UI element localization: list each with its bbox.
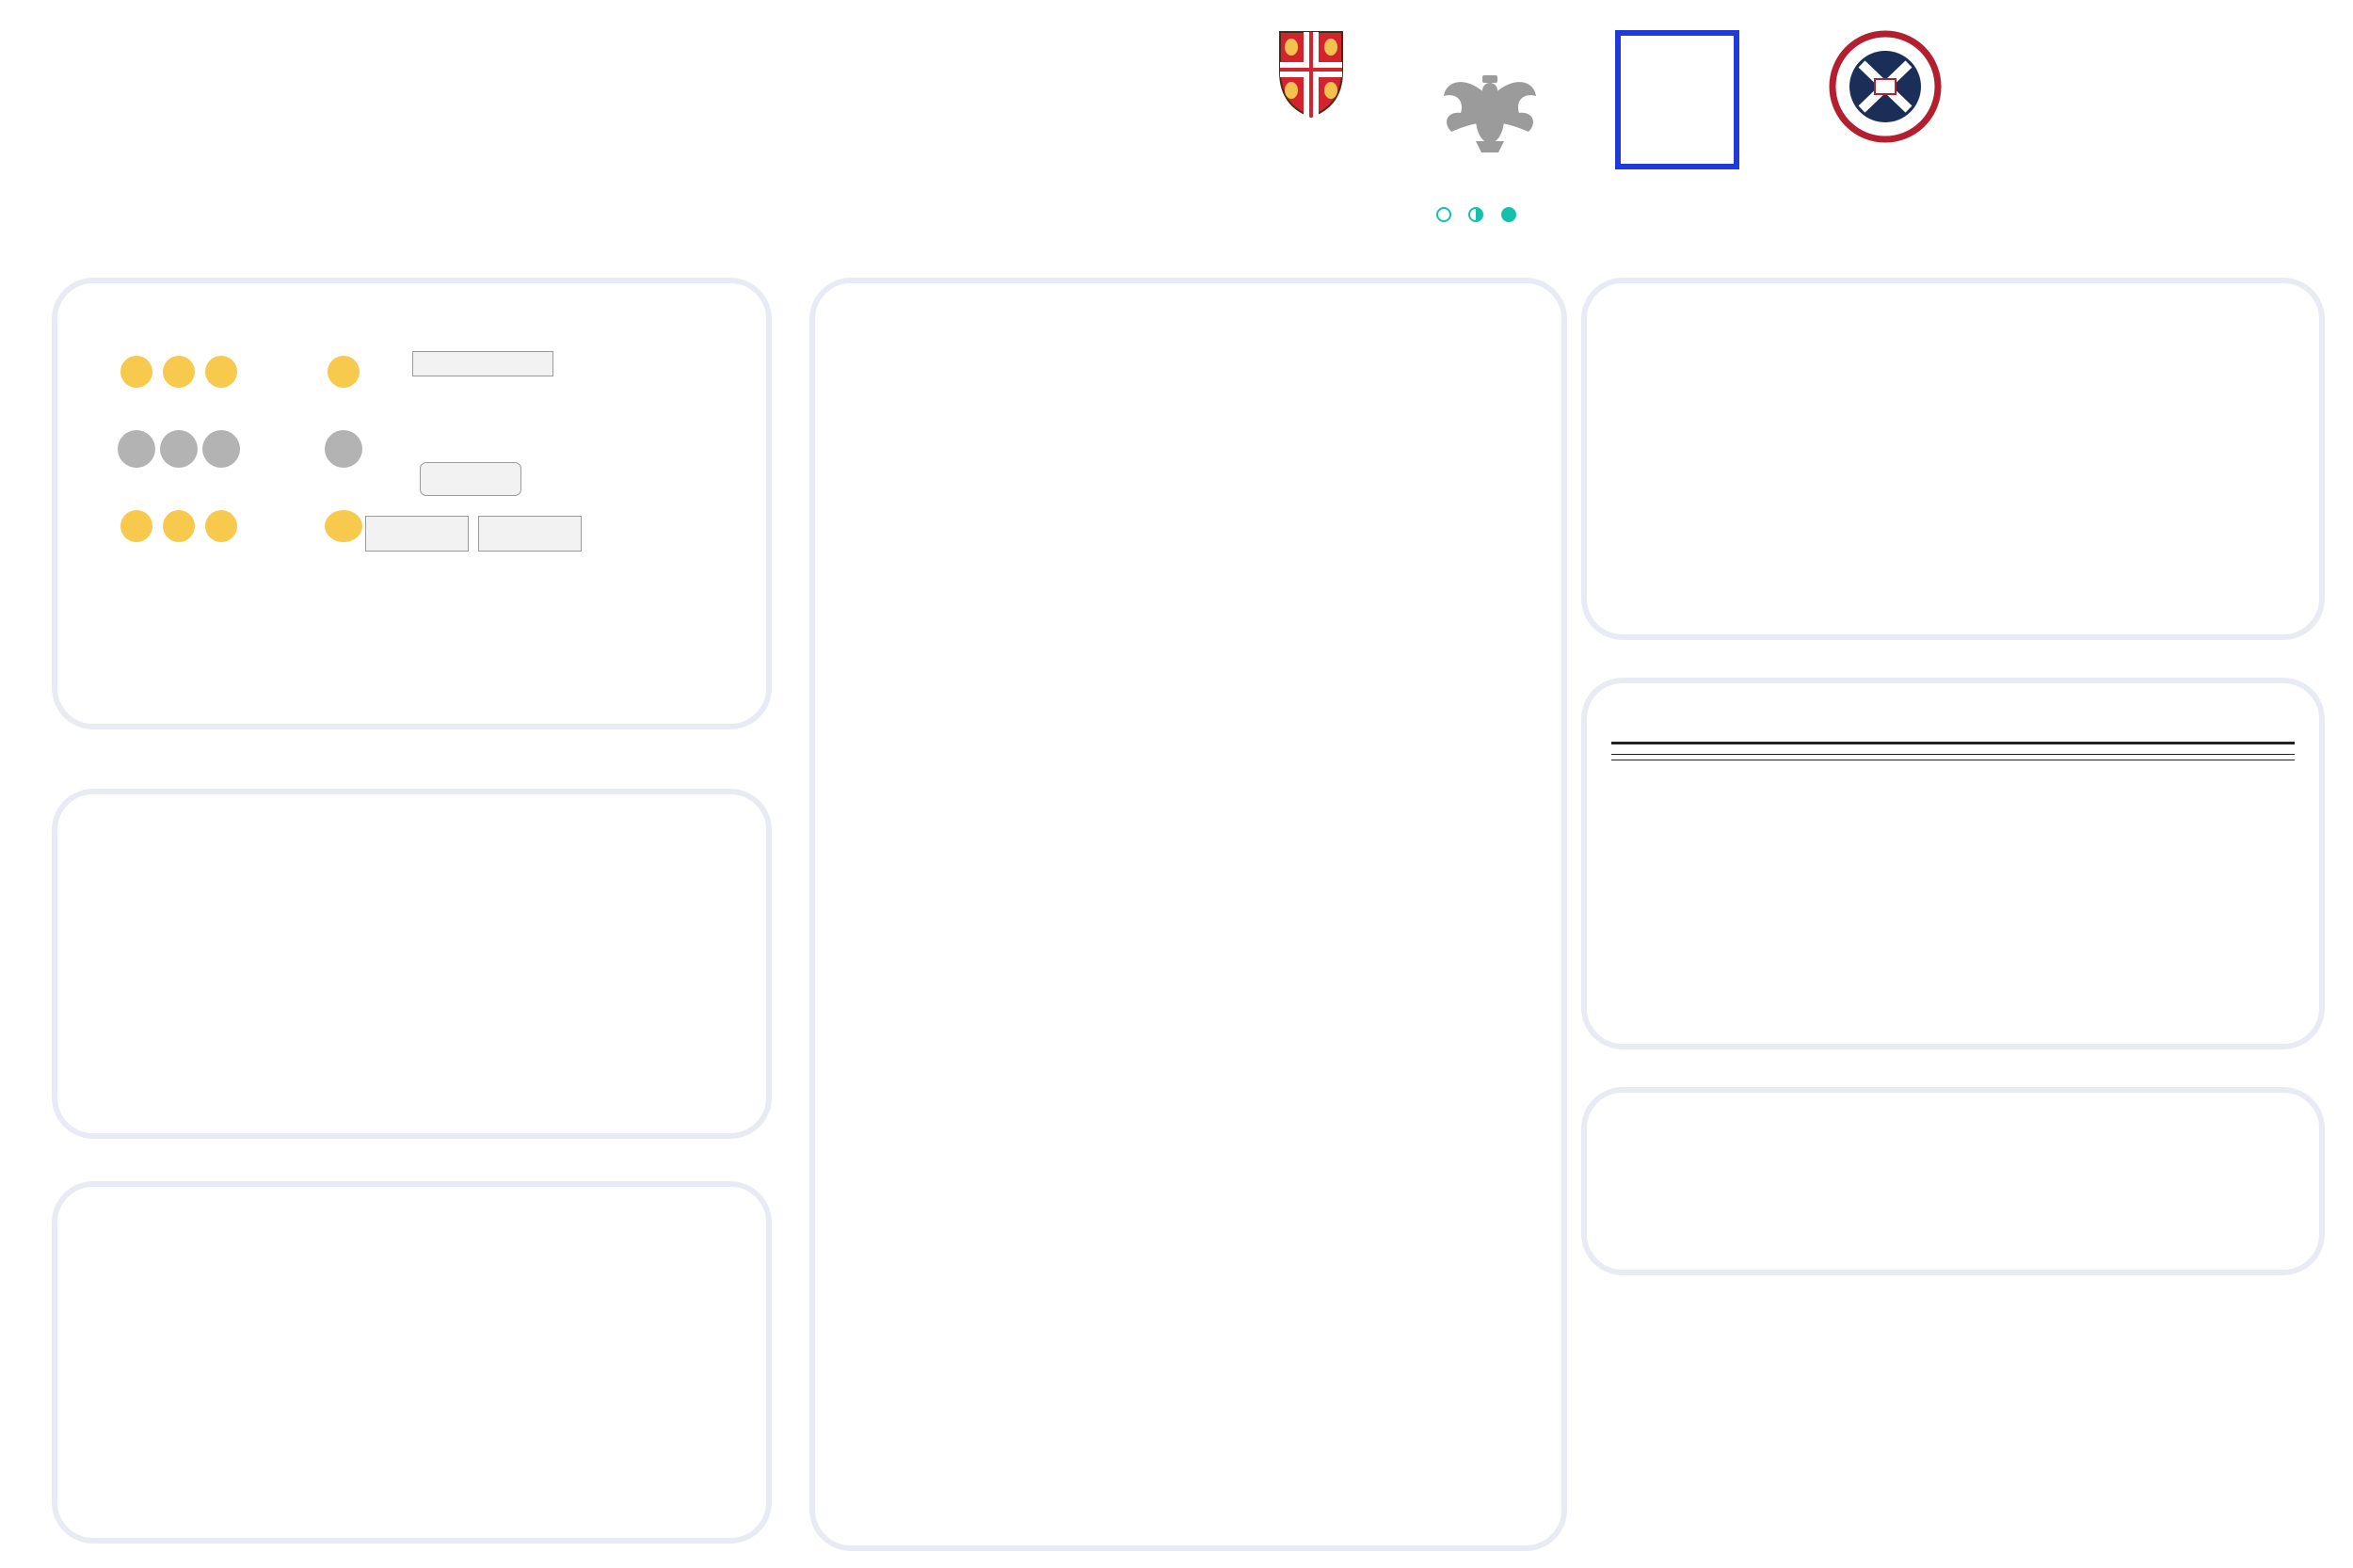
algorithm-block [1611,742,2295,760]
input-node [163,356,195,388]
context-node [118,430,155,468]
output-node [120,510,152,542]
sos-x-box [365,516,469,552]
pan-logo [1615,30,1739,169]
ideas-dot-outline-icon [1436,207,1451,222]
output-node [163,510,195,542]
input-node [120,356,152,388]
neurips-swirl-icon [2024,26,2132,168]
encoder-box [420,462,521,496]
output-node [205,510,237,542]
sos-y-box [478,516,582,552]
context-node [160,430,198,468]
panel-lets-talk [1581,1087,2325,1275]
cosine-similarity-box [412,351,553,376]
warsaw-emblem-icon [1410,17,1570,196]
panel-scaling-laws [52,1181,772,1544]
ideas-ncbr-logo [1423,200,1516,224]
panel-optimise-loss [52,789,772,1139]
algorithm-header [1611,742,2295,755]
neurips-logo [2024,26,2132,172]
output-node [325,510,362,542]
input-node [205,356,237,388]
panel-contrastive-learning [52,278,772,729]
cambridge-logo [1259,28,1363,135]
context-node [325,430,362,468]
edinburgh-logo [1815,28,1956,153]
panel-peft [809,278,1567,1551]
warsaw-logo [1410,17,1570,200]
ideas-dot-filled-icon [1501,207,1516,222]
panel-recipe [1581,678,2325,1049]
input-node [328,356,360,388]
panel-generalisation [1581,278,2325,640]
cambridge-shield-icon [1259,28,1363,130]
context-node [202,430,240,468]
edinburgh-crest-icon [1815,28,1956,149]
ideas-dot-half-icon [1468,207,1483,222]
warsaw-eagle-icon [1444,75,1536,152]
